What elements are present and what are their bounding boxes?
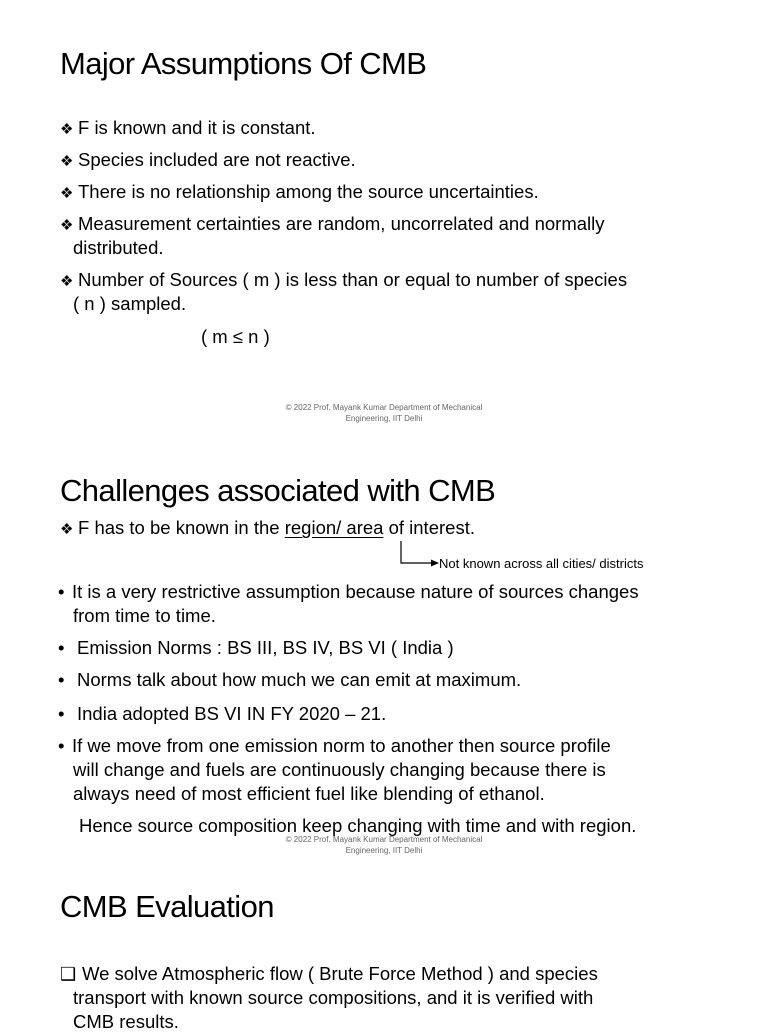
square-bullet-icon: ❑ bbox=[60, 964, 77, 984]
list-item: ❖ Species included are not reactive. bbox=[60, 148, 356, 174]
dot-bullet-icon: • bbox=[58, 703, 65, 724]
diamond-bullet-icon: ❖ bbox=[60, 121, 74, 138]
list-item-continuation: always need of most efficient fuel like blending of ethanol. bbox=[73, 783, 545, 804]
list-item-continuation: from time to time. bbox=[73, 605, 216, 626]
bracket-arrow-icon bbox=[395, 540, 440, 572]
list-item: • Norms talk about how much we can emit at maximum. bbox=[58, 669, 522, 690]
underlined-phrase: region/ area bbox=[284, 517, 384, 538]
dot-bullet-icon: • bbox=[58, 669, 65, 690]
list-item: • Emission Norms : BS III, BS IV, BS VI ( India ) bbox=[58, 637, 454, 658]
list-item-continuation: CMB results. bbox=[73, 1011, 179, 1032]
slide-title: Major Assumptions Of CMB bbox=[60, 46, 427, 81]
list-item: ❖ F has to be known in the region/ area of interest. bbox=[60, 516, 475, 542]
slide-footer: © 2022 Prof. Mayank Kumar Department of Mechanical Engineering, IIT Delhi bbox=[285, 403, 483, 423]
diamond-bullet-icon: ❖ bbox=[60, 217, 74, 234]
dot-bullet-icon: • bbox=[58, 581, 65, 602]
list-item-continuation: ( n ) sampled. bbox=[73, 293, 187, 314]
list-item: • India adopted BS VI IN FY 2020 – 21. bbox=[58, 703, 387, 724]
list-item-continuation: distributed. bbox=[73, 237, 164, 258]
list-item-continuation: transport with known source compositions, and it is verified with bbox=[73, 987, 594, 1008]
list-item: ❖ There is no relationship among the source uncertainties. bbox=[60, 180, 539, 206]
dot-bullet-icon: • bbox=[58, 735, 65, 756]
list-item: ❖ F is known and it is constant. bbox=[60, 116, 316, 142]
list-item: • If we move from one emission norm to another then source profile bbox=[58, 735, 611, 756]
slide-title: CMB Evaluation bbox=[60, 889, 274, 924]
formula: ( m ≤ n ) bbox=[201, 326, 270, 347]
annotation-note: Not known across all cities/ districts bbox=[439, 556, 644, 571]
list-item: ❑ We solve Atmospheric flow ( Brute Force Method ) and species bbox=[60, 963, 598, 984]
list-item: • It is a very restrictive assumption because nature of sources changes bbox=[58, 581, 639, 602]
dot-bullet-icon: • bbox=[58, 637, 65, 658]
diamond-bullet-icon: ❖ bbox=[60, 185, 74, 202]
list-item: ❖ Measurement certainties are random, uncorrelated and normally bbox=[60, 212, 604, 238]
diamond-bullet-icon: ❖ bbox=[60, 521, 74, 538]
list-item: ❖ Number of Sources ( m ) is less than or equal to number of species bbox=[60, 268, 627, 294]
diamond-bullet-icon: ❖ bbox=[60, 273, 74, 290]
conclusion-text: Hence source composition keep changing with time and with region. bbox=[79, 815, 637, 836]
slide-footer: © 2022 Prof. Mayank Kumar Department of Mechanical Engineering, IIT Delhi bbox=[285, 835, 483, 855]
list-item-continuation: will change and fuels are continuously changing because there is bbox=[73, 759, 606, 780]
slide-title: Challenges associated with CMB bbox=[60, 473, 496, 508]
diamond-bullet-icon: ❖ bbox=[60, 153, 74, 170]
